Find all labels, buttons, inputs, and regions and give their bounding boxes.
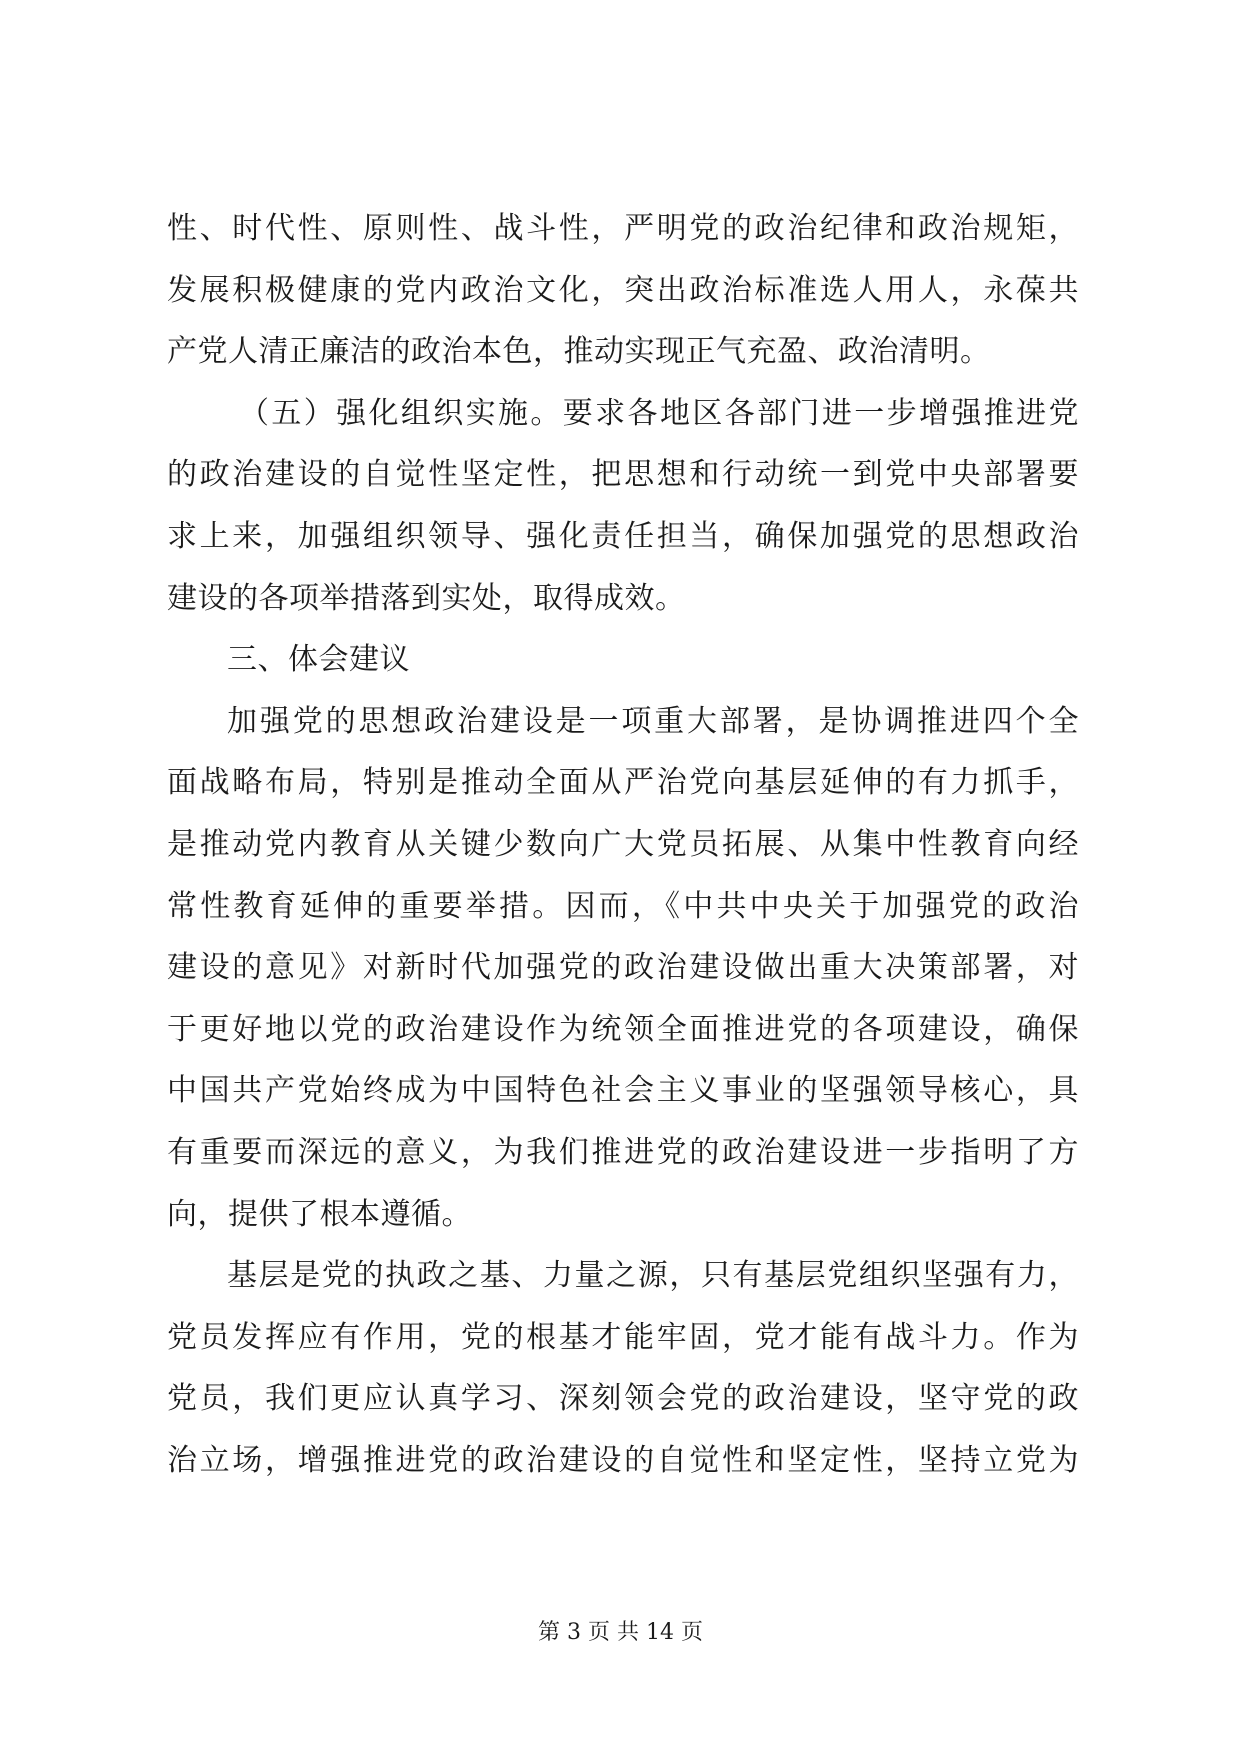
text-line: 是推动党内教育从关键少数向广大党员拓展、从集中性教育向经 (167, 826, 1079, 862)
text-line: 发展积极健康的党内政治文化，突出政治标准选人用人，永葆共 (167, 272, 1079, 308)
text-line: 党员发挥应有作用，党的根基才能牢固，党才能有战斗力。作为 (167, 1319, 1079, 1355)
text-line: 建设的意见》对新时代加强党的政治建设做出重大决策部署，对 (167, 950, 1079, 986)
text-line: 的政治建设的自觉性坚定性，把思想和行动统一到党中央部署要 (167, 457, 1079, 493)
text-line: 有重要而深远的意义，为我们推进党的政治建设进一步指明了方 (167, 1134, 1079, 1170)
text-line: 产党人清正廉洁的政治本色，推动实现正气充盈、政治清明。 (167, 334, 991, 370)
text-line: 中国共产党始终成为中国特色社会主义事业的坚强领导核心，具 (167, 1073, 1079, 1109)
text-line: 治立场，增强推进党的政治建设的自觉性和坚定性，坚持立党为 (167, 1442, 1079, 1478)
text-line: 求上来，加强组织领导、强化责任担当，确保加强党的思想政治 (167, 518, 1079, 554)
text-line: 建设的各项举措落到实处，取得成效。 (167, 580, 686, 616)
text-line: 党员，我们更应认真学习、深刻领会党的政治建设，坚守党的政 (167, 1381, 1079, 1417)
text-line: 常性教育延伸的重要举措。因而，《中共中央关于加强党的政治 (167, 888, 1079, 924)
text-line: 性、时代性、原则性、战斗性，严明党的政治纪律和政治规矩， (167, 211, 1079, 246)
text-line: 向，提供了根本遵循。 (167, 1196, 472, 1232)
text-line: 面战略布局，特别是推动全面从严治党向基层延伸的有力抓手， (167, 765, 1079, 801)
text-line: 于更好地以党的政治建设作为统领全面推进党的各项建设，确保 (167, 1011, 1079, 1047)
text-line: 加强党的思想政治建设是一项重大部署，是协调推进四个全 (227, 703, 1079, 739)
document-body (167, 198, 1079, 1491)
page-number-footer: 第 3 页 共 14 页 (538, 1620, 703, 1645)
section-heading: 三、体会建议 (227, 642, 410, 678)
text-line: 基层是党的执政之基、力量之源，只有基层党组织坚强有力， (227, 1258, 1079, 1294)
text-line: （五）强化组织实施。要求各地区各部门进一步增强推进党 (239, 395, 1079, 431)
